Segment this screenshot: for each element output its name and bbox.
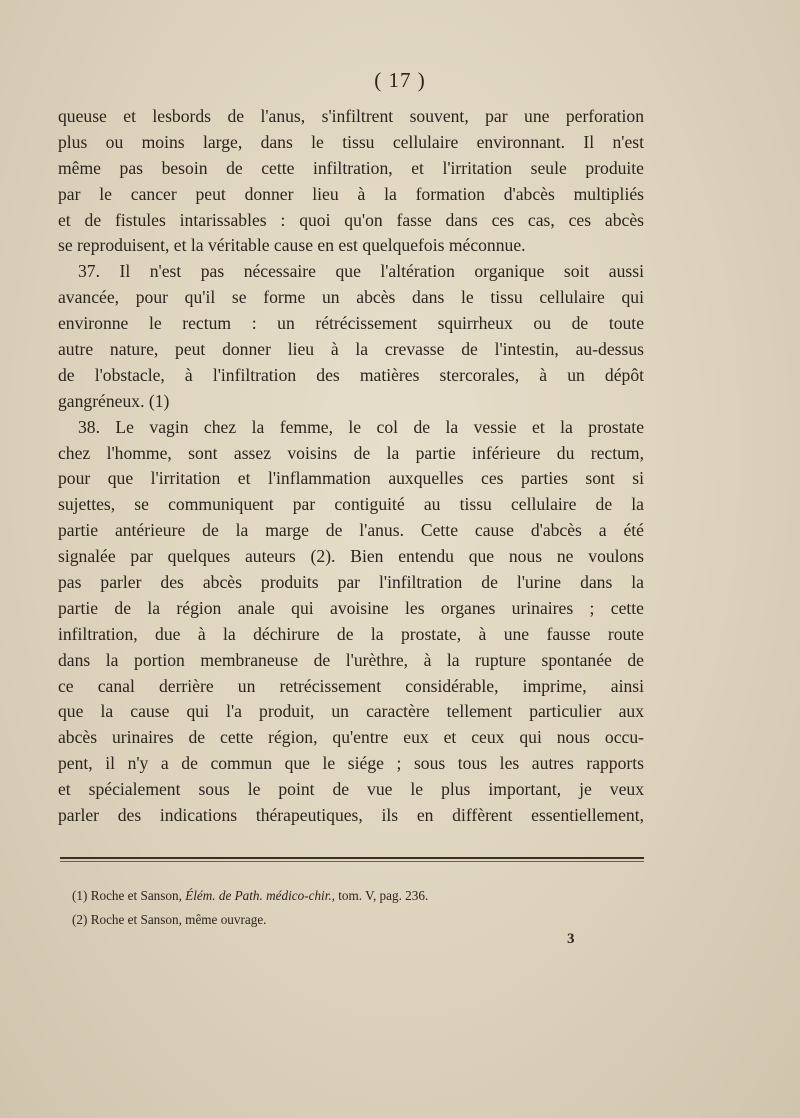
text-line: et de fistules intarissables : quoi qu'on fasse dans ces cas, ces abcès	[58, 209, 644, 230]
text-line: queuse et lesbords de l'anus, s'infiltrent souvent, par une perforation	[58, 106, 644, 126]
text-line: gangréneux. (1)	[58, 390, 170, 411]
text-line: par le cancer peut donner lieu à la formation d'abcès multipliés	[58, 183, 644, 204]
footnote-1	[72, 884, 632, 908]
footnote-title: Élém. de Path. médico-chir.,	[185, 888, 335, 903]
footnote-reference: tom. V, pag. 236.	[338, 888, 429, 903]
text-line: que la cause qui l'a produit, un caractère tellement particulier aux	[58, 701, 644, 722]
footnote-authors: Roche et Sanson,	[90, 888, 182, 903]
text-line: environne le rectum : un rétrécissement squirrheux ou de toute	[58, 313, 644, 334]
text-line: autre nature, peut donner lieu à la crevasse de l'intestin, au-dessus	[58, 339, 644, 360]
text-line: pas parler des abcès produits par l'infiltration de l'urine dans la	[58, 572, 644, 593]
footnote-2	[72, 908, 632, 932]
footnote-mark: (2)	[72, 912, 88, 927]
footnote-text: Roche et Sanson, même ouvrage.	[90, 912, 267, 927]
footnote-divider	[60, 857, 644, 859]
text-line: et spécialement sous le point de vue le plus important, je veux	[58, 779, 644, 800]
paragraph-38-start: 38. Le vagin chez la femme, le col de la vessie et la prostate	[78, 416, 644, 437]
text-line: parler des indications thérapeutiques, ils en diffèrent essentiellement,	[58, 805, 644, 826]
page-number: ( 17 )	[374, 68, 426, 92]
text-line: chez l'homme, sont assez voisins de la partie inférieure du rectum,	[58, 442, 644, 463]
footnote-divider-thin	[60, 861, 644, 862]
text-line: partie antérieure de la marge de l'anus. Cette cause d'abcès a été	[58, 520, 644, 541]
text-line: ce canal derrière un retrécissement considérable, imprime, ainsi	[58, 675, 644, 696]
text-line: partie de la région anale qui avoisine les organes urinaires ; cette	[58, 597, 644, 618]
text-line: infiltration, due à la déchirure de la prostate, à une fausse route	[58, 623, 644, 644]
text-line: plus ou moins large, dans le tissu cellulaire environnant. Il n'est	[58, 131, 644, 152]
text-line: dans la portion membraneuse de l'urèthre, à la rupture spontanée de	[58, 649, 644, 670]
text-line: de l'obstacle, à l'infiltration des matières stercorales, à un dépôt	[58, 364, 644, 385]
signature-mark: 3	[567, 931, 575, 947]
text-line: signalée par quelques auteurs (2). Bien entendu que nous ne voulons	[58, 546, 644, 567]
text-line: se reproduisent, et la véritable cause en est quelquefois méconnue.	[58, 235, 526, 256]
footnotes	[72, 884, 632, 932]
text-line: abcès urinaires de cette région, qu'entre eux et ceux qui nous occu-	[58, 727, 644, 748]
body-text	[58, 104, 644, 829]
text-line: avancée, pour qu'il se forme un abcès dans le tissu cellulaire qui	[58, 287, 644, 308]
text-line: pour que l'irritation et l'inflammation auxquelles ces parties sont si	[58, 468, 644, 489]
paragraph-37-start: 37. Il n'est pas nécessaire que l'altération organique soit aussi	[78, 261, 644, 282]
footnote-mark: (1)	[72, 888, 88, 903]
text-line: pent, il n'y a de commun que le siége ; sous tous les autres rapports	[58, 753, 644, 774]
text-line: sujettes, se communiquent par contiguité au tissu cellulaire de la	[58, 494, 644, 515]
text-line: même pas besoin de cette infiltration, et l'irritation seule produite	[58, 157, 644, 178]
